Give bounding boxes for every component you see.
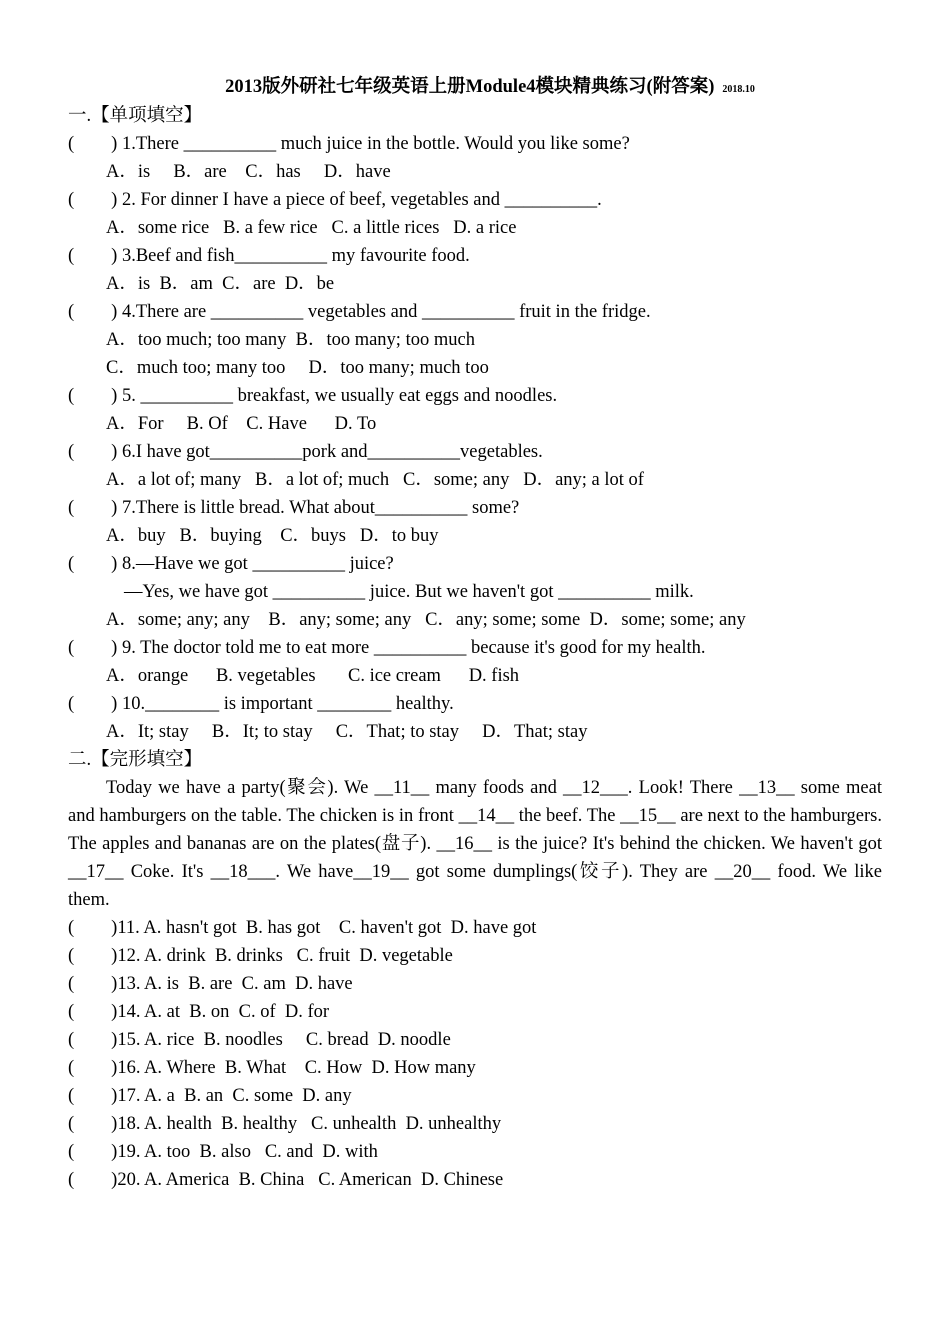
cloze-question-line: ( )18. A. health B. healthy C. unhealth D. unhealthy <box>68 1114 502 1134</box>
cloze-passage <box>68 774 882 914</box>
section-2-heading: 二.【完形填空】 <box>68 750 203 770</box>
cloze-question-line: ( )15. A. rice B. noodles C. bread D. noodle <box>68 1030 451 1050</box>
options-line: A．some rice B. a few rice C. a little rices D. a rice <box>106 218 517 238</box>
options-line: A．is B．am C．are D．be <box>106 274 335 294</box>
document-page <box>68 72 882 1194</box>
section-2-questions <box>68 914 882 1194</box>
title-date: 2018.10 <box>722 84 755 95</box>
question-line: ( ) 6.I have got__________pork and__________vegetables. <box>68 442 543 462</box>
options-line: A．For B. Of C. Have D. To <box>106 414 377 434</box>
options-line: A．some; any; any B．any; some; any C．any; some; some D．some; some; any <box>106 610 746 630</box>
cloze-passage-text: Today we have a party(聚会). We __11__ many foods and __12___. Look! There __13__ some meat and hamburgers on the table. The chicken is in front __14__ the beef. The __15__ are next to the hamburgers. The apples and bananas are on the plates(盘子). __16__ is the juice? It's behind the chicken. We haven't got __17__ Coke. It's __18___. We have__19__ got some dumplings(饺子). They are __20__ food. We like them. <box>68 778 882 910</box>
cloze-question-line: ( )11. A. hasn't got B. has got C. haven't got D. have got <box>68 918 537 938</box>
cloze-question-line: ( )17. A. a B. an C. some D. any <box>68 1086 352 1106</box>
options-line: A．buy B．buying C．buys D．to buy <box>106 526 439 546</box>
options-line: A．a lot of; many B．a lot of; much C．some; any D．any; a lot of <box>106 470 644 490</box>
options-line: A．too much; too many B．too many; too much <box>106 330 475 350</box>
cloze-question-line: ( )20. A. America B. China C. American D. Chinese <box>68 1170 504 1190</box>
options-line: —Yes, we have got __________ juice. But we haven't got __________ milk. <box>124 582 694 602</box>
question-line: ( ) 2. For dinner I have a piece of beef, vegetables and __________. <box>68 190 602 210</box>
section-1-questions <box>68 130 882 746</box>
options-line: A．It; stay B．It; to stay C．That; to stay D．That; stay <box>106 722 588 742</box>
question-line: ( ) 5. __________ breakfast, we usually eat eggs and noodles. <box>68 386 558 406</box>
title-text: 2013版外研社七年级英语上册Module4模块精典练习(附答案) <box>225 77 715 97</box>
question-line: ( ) 10.________ is important ________ healthy. <box>68 694 454 714</box>
page-title <box>98 72 882 102</box>
options-line: A．orange B. vegetables C. ice cream D. fish <box>106 666 520 686</box>
question-line: ( ) 1.There __________ much juice in the bottle. Would you like some? <box>68 134 630 154</box>
section-1-heading: 一.【单项填空】 <box>68 106 203 126</box>
options-line: C．much too; many too D．too many; much too <box>106 358 489 378</box>
question-line: ( ) 8.—Have we got __________ juice? <box>68 554 394 574</box>
question-line: ( ) 7.There is little bread. What about__________ some? <box>68 498 520 518</box>
question-line: ( ) 9. The doctor told me to eat more __________ because it's good for my health. <box>68 638 706 658</box>
cloze-question-line: ( )14. A. at B. on C. of D. for <box>68 1002 330 1022</box>
cloze-question-line: ( )12. A. drink B. drinks C. fruit D. vegetable <box>68 946 453 966</box>
question-line: ( ) 3.Beef and fish__________ my favourite food. <box>68 246 470 266</box>
options-line: A．is B．are C．has D．have <box>106 162 391 182</box>
cloze-question-line: ( )13. A. is B. are C. am D. have <box>68 974 353 994</box>
question-line: ( ) 4.There are __________ vegetables and __________ fruit in the fridge. <box>68 302 651 322</box>
cloze-question-line: ( )16. A. Where B. What C. How D. How many <box>68 1058 476 1078</box>
cloze-question-line: ( )19. A. too B. also C. and D. with <box>68 1142 378 1162</box>
